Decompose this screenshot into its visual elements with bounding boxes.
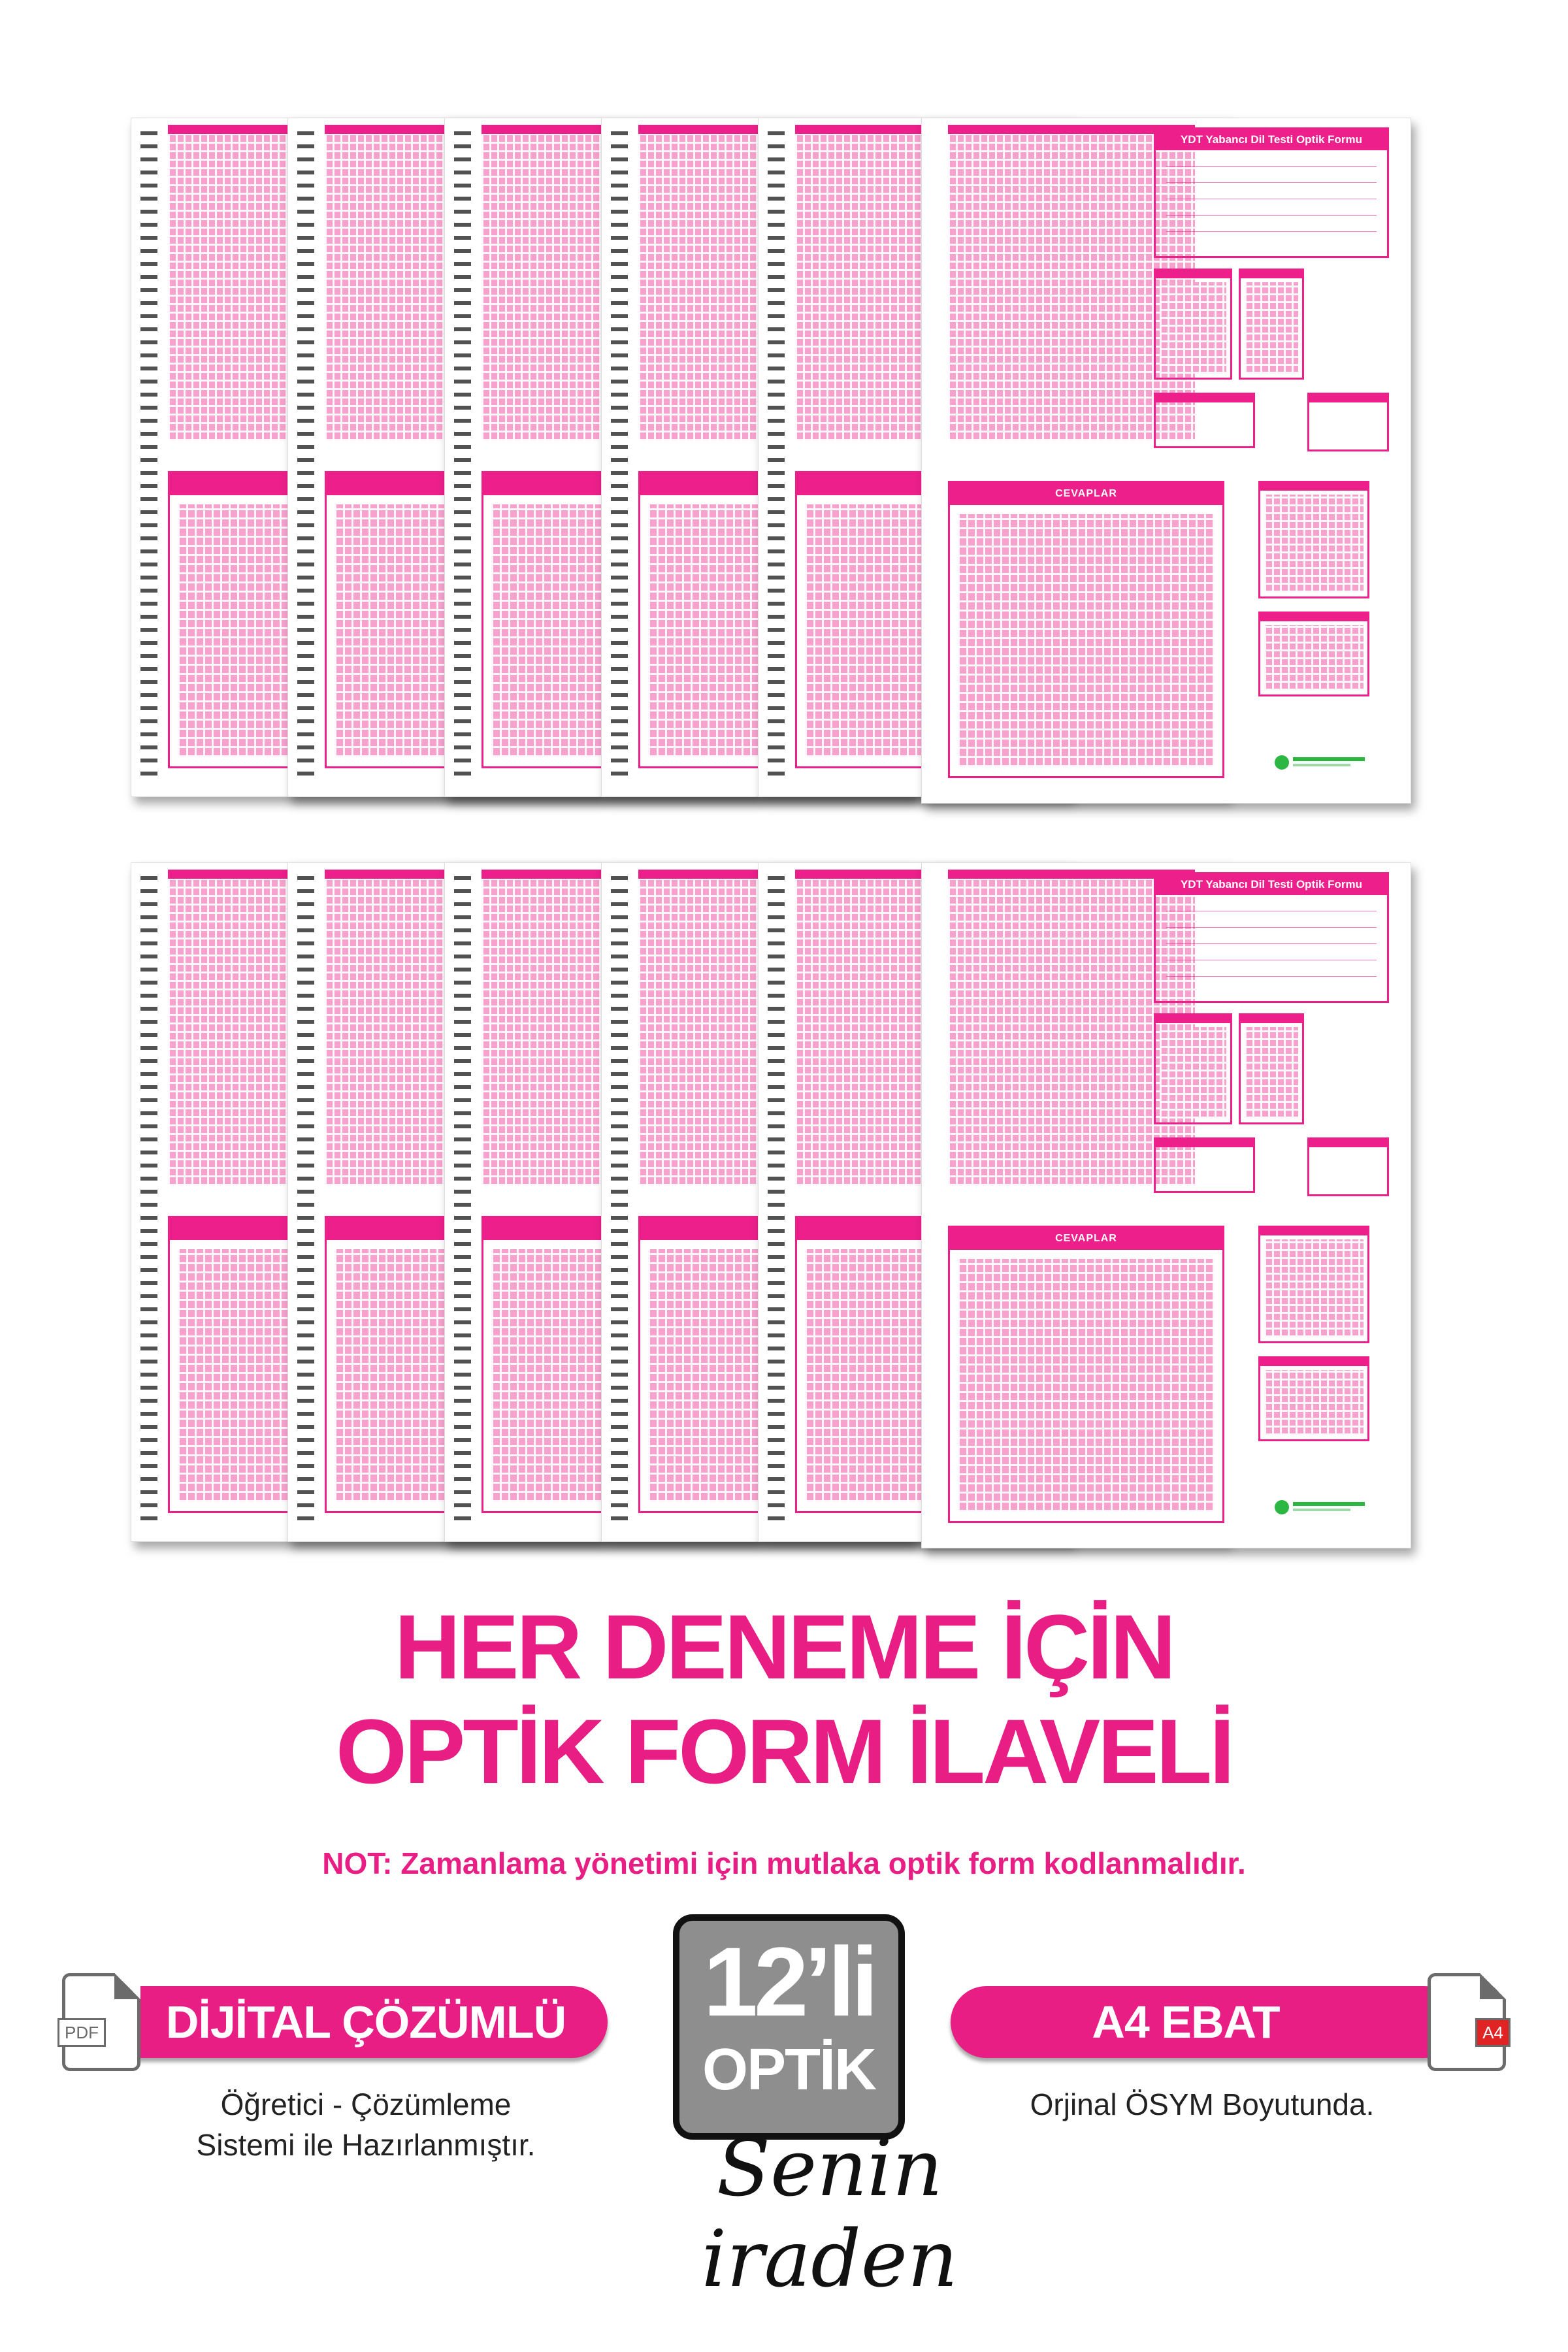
a4-tag: A4	[1475, 2018, 1511, 2047]
left-feature-description: Öğretici - Çözümleme Sistemi ile Hazırlanmıştır.	[196, 2087, 536, 2162]
optical-form-front-sheet: YDT Yabancı Dil Testi Optik Formu CEVAPLAR	[921, 118, 1411, 804]
optical-forms-bottom-group	[131, 862, 1411, 1581]
badge-count: 12’li	[703, 1927, 875, 2036]
pdf-tag: PDF	[57, 2018, 106, 2047]
form-title: YDT Yabancı Dil Testi Optik Formu	[1156, 129, 1387, 150]
whatsapp-icon	[1275, 1500, 1289, 1514]
badge-label: OPTİK	[702, 2037, 875, 2102]
headline-line-2: OPTİK FORM İLAVELİ	[335, 1700, 1233, 1803]
optical-forms-top-group	[131, 118, 1411, 836]
digital-solution-badge	[98, 1986, 608, 2058]
signature-text: Senin iraden	[701, 2123, 958, 2305]
form-title: YDT Yabancı Dil Testi Optik Formu	[1156, 874, 1387, 895]
note-text: NOT: Zamanlama yönetimi için mutlaka optik form kodlanmalıdır.	[322, 1846, 1246, 1880]
a4-size-label: A4 EBAT	[1092, 1997, 1280, 2048]
right-feature-description: Orjinal ÖSYM Boyutunda.	[1030, 2087, 1375, 2121]
whatsapp-icon	[1275, 755, 1289, 770]
a4-file-icon	[1428, 1973, 1506, 2071]
pdf-file-icon	[62, 1973, 140, 2071]
optical-form-front-sheet: YDT Yabancı Dil Testi Optik Formu CEVAPLAR	[921, 862, 1411, 1548]
digital-solution-label: DİJİTAL ÇÖZÜMLÜ	[165, 1997, 566, 2048]
form-title-box	[1154, 127, 1389, 258]
form-title-box	[1154, 872, 1389, 1003]
a4-size-badge	[951, 1986, 1460, 2058]
headline-line-1: HER DENEME İÇİN	[394, 1595, 1174, 1698]
twelve-optic-badge	[673, 1914, 905, 2140]
